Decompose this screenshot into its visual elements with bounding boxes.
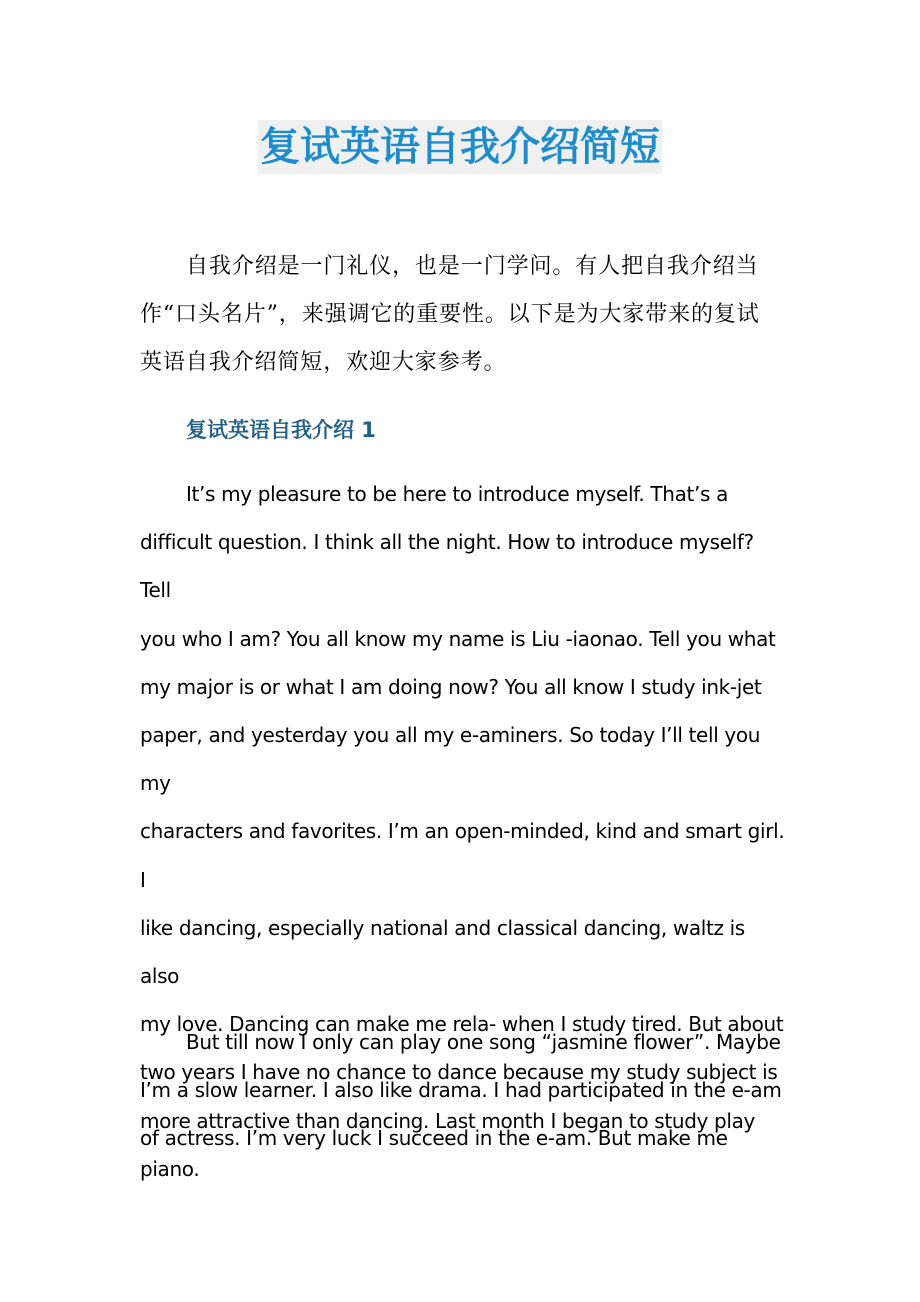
title-container xyxy=(0,120,920,174)
body-paragraph-1: It’s my pleasure to be here to introduce myself. That’s a difficult question. I think all the night. How to introduce myself? Tell you who I am? You all know my name is Liu -iaonao. Tell you what my major is or what I am doing now? You all know I study ink-jet paper, and yesterday you all my e-aminers. So today I’ll tell you my characters and favorites. I’m an open-minded, kind and smart girl. I like dancing, especially national and classical dancing, waltz is also my love. Dancing can make me rela- when I study tired. But about two years I have no chance to dance because my study subject is more attractive than dancing. Last month I began to study play piano. xyxy=(140,482,785,1181)
body-paragraph-2: But till now I only can play one song “jasmine flower”. Maybe I’m a slow learner. I also like drama. I had participated in the e-am of actress. I’m very luck I succeed in the e-am. But make me xyxy=(140,1030,782,1151)
document-title: 复试英语自我介绍简短 xyxy=(258,120,662,174)
intro-paragraph: 自我介绍是一门礼仪，也是一门学问。有人把自我介绍当 作“口头名片”，来强调它的重要性。以下是为大家带来的复试 英语自我介绍简短，欢迎大家参考。 xyxy=(140,254,760,376)
section-heading: 复试英语自我介绍 1 xyxy=(186,418,376,442)
